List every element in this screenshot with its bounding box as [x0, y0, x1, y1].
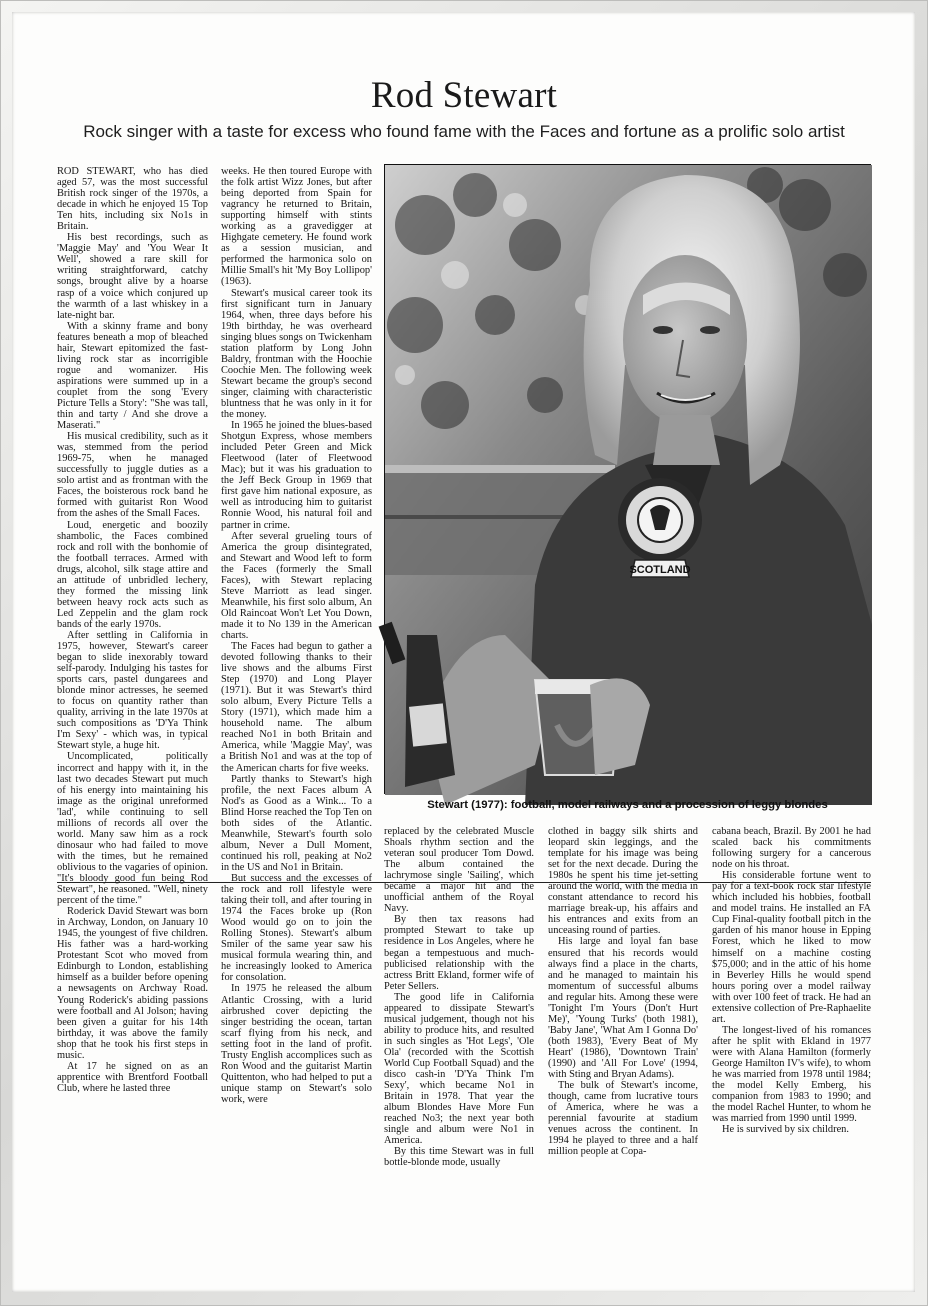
paragraph: The Faces had begun to gather a devoted following thanks to their live shows and the albums First Step (1970) and Long Player (1971). But it was Stewart's third solo album, Every Picture Tells a Story (1971), which made him a household name. The album reached No1 in both Britain and America, while 'Maggie May', was a British No1 and was at the top of the American charts for five weeks. [221, 641, 372, 774]
paragraph: Uncomplicated, politically incorrect and happy with it, in the last two decades Stewart put much of his energy into maintaining his image as the original unreformed 'lad', while continuing to sell millions of records all over the world. Many saw him as a rock dinosaur who had failed to move with the times, but he remained oblivious to the vagaries of opinion. "It's bloody good fun being Rod Stewart", he reasoned. "Well, ninety percent of the time." [57, 751, 208, 907]
text-column-5 [712, 826, 871, 1136]
paragraph: But success and the excesses of the rock and roll lifestyle were taking their toll, and after touring in 1974 the Faces broke up (Ron Wood would go on to join the Rolling Stones). Stewart's album Smiler of the same year saw his musical formula wearing thin, and he increasingly looked to America for consolation. [221, 873, 372, 984]
article-subtitle: Rock singer with a taste for excess who found fame with the Faces and fortune as a prolific solo artist [83, 122, 845, 141]
paragraph: The longest-lived of his romances after he split with Ekland in 1977 were with Alana Hamilton (formerly George Hamilton IV's wife), to whom he was married from 1978 until 1984; the model Kelly Emberg, his companion from 1983 to 1990; and the model Rachel Hunter, to whom he was married from 1990 until 1999. [712, 1024, 871, 1125]
photo-caption: Stewart (1977): football, model railways and a procession of leggy blondes [427, 799, 828, 811]
text-column-2 [221, 166, 372, 1105]
paragraph: clothed in baggy silk shirts and leopard skin leggings, and the template for his image was being set for the next decade. During the 1980s he spent his time jet-setting around the world, with the media in constant attendance to record his marriage break-up, his affairs and his entrances and exits from an unceasing round of parties. [548, 826, 698, 937]
text-column-1 [57, 166, 208, 1094]
paragraph: cabana beach, Brazil. By 2001 he had scaled back his commitments following surgery for a cancerous node on his throat. [712, 826, 871, 871]
paragraph: Partly thanks to Stewart's high profile, the next Faces album A Nod's as Good as a Wink... To a Blind Horse reached the Top Ten on both sides of the Atlantic. Meanwhile, Stewart's fourth solo album, Never a Dull Moment, continued his roll, peaking at No2 in the US and No1 in Britain. [221, 773, 372, 873]
paragraph: In 1975 he released the album Atlantic Crossing, with a lurid airbrushed cover depicting the singer bestriding the ocean, tartan scarf flying from his neck, and setting foot in the land of profit. Trusty English accomplices such as Ron Wood and the guitarist Martin Quittenton, who had helped to put a unique stamp on Stewart's solo work, were [221, 983, 372, 1105]
paragraph: weeks. He then toured Europe with the folk artist Wizz Jones, but after being deported from Spain for vagrancy he returned to Britain, supporting himself with stints working as a gravedigger at Highgate cemetery. He found work as a session musician, and performed the harmonica solo on Millie Small's hit 'My Boy Lollipop' (1963). [221, 166, 372, 288]
paragraph: His musical credibility, such as it was, stemmed from the period 1969-75, when he managed successfully to juggle duties as a solo artist and as frontman with the Faces, the boisterous rock band he formed with guitarist Ron Wood from the ashes of the Small Faces. [57, 431, 208, 520]
paragraph: The bulk of Stewart's income, though, came from lucrative tours of America, where he was a perennial favourite at stadium venues across the continent. In 1994 he played to three and a half million people at Copa- [548, 1080, 698, 1158]
article-title: Rod Stewart [370, 75, 558, 116]
text-column-3 [384, 826, 534, 1169]
badge-text: SCOTLAND [629, 564, 691, 576]
paragraph: By then tax reasons had prompted Stewart to take up residence in Los Angeles, where he began a tempestuous and much-publicised relationship with the actress Britt Ekland, former wife of Peter Sellers. [384, 914, 534, 992]
paragraph: With a skinny frame and bony features beneath a mop of bleached hair, Stewart epitomized the fast-living rock star as incorrigible rogue and womanizer. His aspirations were summed up in a couplet from the song 'Every Picture Tells a Story': "She was tall, thin and tarty / And she drove a Maserati." [57, 320, 208, 432]
paragraph: His large and loyal fan base ensured that his records would always find a place in the charts, and he managed to maintain his momentum of successful albums and regular hits. Among these were 'Tonight I'm Yours (Don't Hurt Me)', 'Young Turks' (both 1981), 'Baby Jane', 'What Am I Gonna Do' (both 1983), 'Every Beat of My Heart' (1986), 'Downtown Train' (1990) and 'All For Love' (1994, with Sting and Bryan Adams). [548, 936, 698, 1081]
paragraph: In 1965 he joined the blues-based Shotgun Express, whose members included Peter Green and Mick Fleetwood (later of Fleetwood Mac); but it was his graduation to the Jeff Beck Group in 1969 that first gave him national exposure, as well as introducing him to guitarist Ronnie Wood, his natural foil and partner in crime. [221, 420, 372, 531]
paragraph: Roderick David Stewart was born in Archway, London, on January 10 1945, the youngest of five children. His father was a hard-working Protestant Scot who moved from Edinburgh to London, establishing himself as a builder before opening a newsagents on Archway Road. Young Roderick's abiding passions were football and Al Jolson; having been given a guitar for his 14th birthday, it was above the family shop that he took his first steps in music. [57, 906, 208, 1061]
paragraph: ROD STEWART, who has died aged 57, was the most successful British rock singer of the 1970s, a decade in which he enjoyed 15 Top Ten hits, including six No1s in Britain. [57, 166, 208, 233]
paragraph: replaced by the celebrated Muscle Shoals rhythm section and the veteran soul producer Tom Dowd. The album contained the lachrymose single 'Sailing', which became a major hit and the unofficial anthem of the Royal Navy. [384, 826, 534, 915]
paragraph: By this time Stewart was in full bottle-blonde mode, usually [384, 1146, 534, 1169]
paragraph: Stewart's musical career took its first significant turn in January 1964, when, three days before his 19th birthday, he was overheard singing blues songs on Twickenham station platform by Long John Baldry, frontman with the Hoochie Coochie Men. The following week Stewart became the group's second singer, claiming with characteristic bluntness that he was only in it for the money. [221, 287, 372, 421]
paragraph: His best recordings, such as 'Maggie May' and 'You Wear It Well', showed a rare skill for writing straightforward, catchy songs, brought alive by a hoarse rasp of a voice which conjured up the warmth of a last whiskey in a late-night bar. [57, 232, 208, 321]
paragraph: He is survived by six children. [722, 1124, 849, 1136]
paragraph: After several grueling tours of America the group disintegrated, and Stewart and Wood left to form the Faces (formerly the Small Faces), with Stewart replacing Steve Marriott as lead singer. Meanwhile, his first solo album, An Old Raincoat Won't Let You Down, made it to No 139 in the American charts. [221, 530, 372, 641]
paragraph: At 17 he signed on as an apprentice with Brentford Football Club, where he lasted three [57, 1060, 208, 1094]
paragraph: The good life in California appeared to dissipate Stewart's musical judgement, though not his ability to produce hits, and resulted in such singles as 'Hot Legs', 'Ole Ola' (recorded with the Scottish World Cup Football Squad) and the disco cash-in 'D'Ya Think I'm Sexy', which became No1 in Britain in 1978. That year the album Blondes Have More Fun reached No3; the next year both single and album were No1 in America. [384, 991, 534, 1147]
paragraph: His considerable fortune went to pay for a text-book rock star lifestyle which included his hobbies, football and model trains. He installed an FA Cup Final-quality football pitch in the garden of his manor house in Epping Forest, which he liked to mow himself on a machine costing $75,000; and in the attic of his home in Beverley Hills he would spend hours poring over a model railway with over 100 feet of track. He had an extensive collection of Pre-Raphaelite art. [712, 870, 871, 1025]
portrait-photo [384, 164, 871, 794]
bottom-rule [57, 882, 871, 883]
paragraph: After settling in California in 1975, however, Stewart's career began to slide inexorably toward self-parody. Indulging his tastes for sports cars, pastel dungarees and blonde minor actresses, he seemed to focus on quantity rather than quality, arriving in the late 1970s at such compositions as 'D'Ya Think I'm Sexy' - which was, in typical Stewart style, a huge hit. [57, 629, 208, 752]
paragraph: Loud, energetic and boozily shambolic, the Faces combined rock and roll with the bonhomie of the football terraces. Armed with drugs, alcohol, silk stage attire and an attitude of unbridled lechery, they formed the missing link between heavy rock acts such as Led Zeppelin and the glam rock bands of the early 1970s. [57, 519, 208, 630]
text-column-4 [548, 826, 698, 1158]
